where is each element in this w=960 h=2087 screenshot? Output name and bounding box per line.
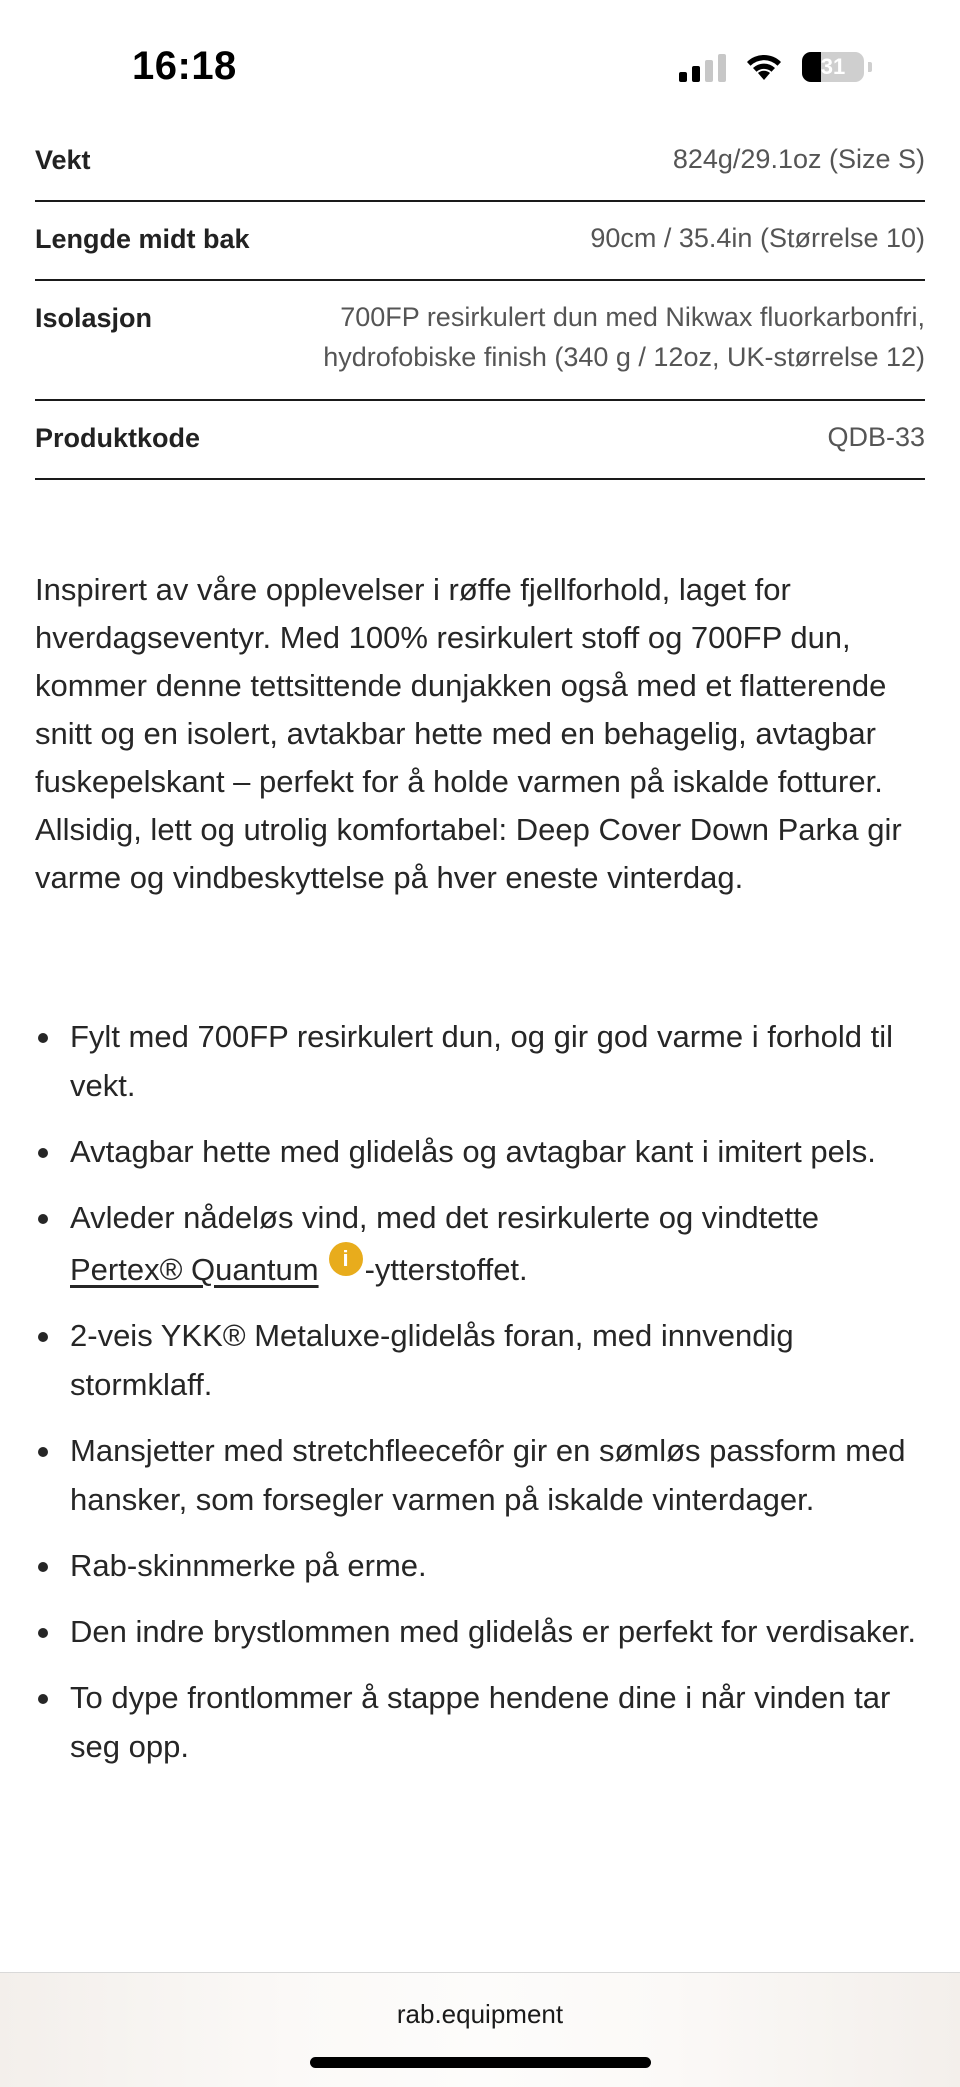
status-bar — [0, 0, 960, 120]
battery-cap — [868, 62, 872, 72]
pertex-quantum-link[interactable]: Pertex® Quantum — [70, 1252, 319, 1287]
spec-value: 824g/29.1oz (Size S) — [672, 144, 925, 174]
battery-level: 31 — [820, 54, 846, 79]
spec-label: Lengde midt bak — [35, 224, 250, 254]
spec-value-line: hydrofobiske finish (340 g / 12oz, UK-størrelse 12) — [323, 342, 925, 372]
list-item: Avtagbar hette med glidelås og avtagbar kant i imitert pels. — [35, 1127, 925, 1176]
battery-icon — [802, 52, 864, 82]
spec-row-product-code — [35, 401, 925, 480]
spec-label: Isolasjon — [35, 303, 153, 333]
info-icon[interactable]: i — [329, 1242, 363, 1276]
status-icons — [679, 52, 872, 82]
battery-fill — [802, 52, 821, 82]
spec-row-weight — [35, 123, 925, 202]
list-item: 2-veis YKK® Metaluxe-glidelås foran, med innvendig stormklaff. — [35, 1311, 925, 1409]
spec-value-line: 700FP resirkulert dun med Nikwax fluorkarbonfri, — [340, 302, 925, 332]
list-item — [35, 1193, 925, 1294]
list-item: Fylt med 700FP resirkulert dun, og gir god varme i forhold til vekt. — [35, 1012, 925, 1110]
feature-text: Avleder nådeløs vind, med det resirkulerte og vindtette — [70, 1200, 819, 1235]
spec-row-back-length — [35, 202, 925, 281]
spec-value: QDB-33 — [827, 422, 925, 452]
product-description: Inspirert av våre opplevelser i røffe fjellforhold, laget for hverdagseventyr. Med 100% resirkulert stoff og 700FP dun, kommer denne tettsittende dunjakken også med et flatterende snitt og en isolert, avtakbar hette med en behagelig, avtagbar fuskepelskant – perfekt for å holde varmen på iskalde fotturer. Allsidig, lett og utrolig komfortabel: Deep Cover Down Parka gir varme og vindbeskyttelse på hver eneste vinterdag. — [35, 572, 902, 895]
url-bar[interactable]: rab.equipment — [396, 1999, 564, 2029]
feature-list — [35, 1012, 925, 1788]
status-time: 16:18 — [132, 44, 237, 88]
list-item: Den indre brystlommen med glidelås er perfekt for verdisaker. — [35, 1607, 925, 1656]
wifi-icon — [744, 52, 784, 82]
spec-row-insulation — [35, 281, 925, 401]
browser-bottom-bar — [0, 1972, 960, 2087]
feature-text: -ytterstoffet. — [364, 1252, 528, 1287]
spec-value — [323, 297, 925, 377]
list-item: Mansjetter med stretchfleecefôr gir en sømløs passform med hansker, som forsegler varmen på iskalde vinterdager. — [35, 1426, 925, 1524]
signal-icon — [679, 52, 726, 82]
list-item: To dype frontlommer å stappe hendene dine i når vinden tar seg opp. — [35, 1673, 925, 1771]
spec-label: Produktkode — [35, 423, 201, 453]
list-item: Rab-skinnmerke på erme. — [35, 1541, 925, 1590]
home-indicator[interactable] — [310, 2057, 651, 2068]
spec-table — [35, 123, 925, 480]
spec-label: Vekt — [35, 145, 91, 175]
spec-value: 90cm / 35.4in (Størrelse 10) — [590, 223, 925, 253]
